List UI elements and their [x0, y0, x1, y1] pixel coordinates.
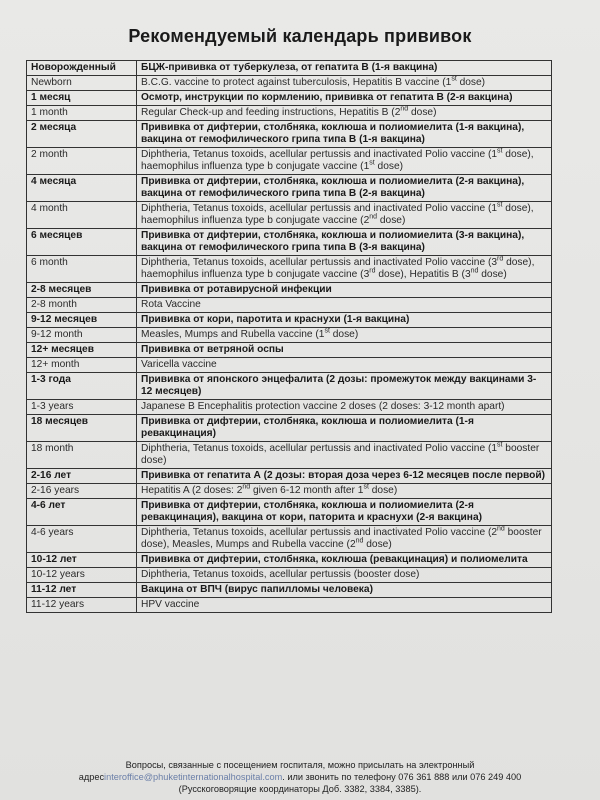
table-row [27, 202, 552, 229]
table-row [27, 343, 552, 358]
vaccine-cell: Прививка от ветряной оспы [137, 343, 552, 358]
vaccine-cell: Прививка от японского энцефалита (2 дозы: промежуток между вакцинами 3-12 месяцев) [137, 373, 552, 400]
vaccine-cell: Diphtheria, Tetanus toxoids, acellular pertussis and inactivated Polio vaccine (3rd dose), haemophilus influenza type b conjugate vaccine (3rd dose), Hepatitis B (3nd dose) [137, 256, 552, 283]
age-cell: 2 month [27, 148, 137, 175]
vaccine-cell: Measles, Mumps and Rubella vaccine (1st dose) [137, 328, 552, 343]
table-row [27, 283, 552, 298]
age-cell: 18 месяцев [27, 415, 137, 442]
table-row [27, 526, 552, 553]
age-cell: 2-16 лет [27, 469, 137, 484]
vaccine-cell: Прививка от ротавирусной инфекции [137, 283, 552, 298]
page-title: Рекомендуемый календарь прививок [128, 26, 472, 46]
age-cell: 6 month [27, 256, 137, 283]
age-cell: 18 month [27, 442, 137, 469]
age-cell: Newborn [27, 76, 137, 91]
footer-line-3: (Русскоговорящие координаторы Доб. 3382, 3384, 3385). [178, 784, 422, 794]
vaccine-cell: Прививка от дифтерии, столбняка, коклюша (ревакцинация) и полиомелита [137, 553, 552, 568]
vaccine-cell: Diphtheria, Tetanus toxoids, acellular pertussis (booster dose) [137, 568, 552, 583]
table-row [27, 469, 552, 484]
vaccine-cell: Прививка от дифтерии, столбняка, коклюша и полиомиелита (1-я ревакцинация) [137, 415, 552, 442]
age-cell: 11-12 лет [27, 583, 137, 598]
age-cell: 12+ month [27, 358, 137, 373]
vaccine-cell: Прививка от дифтерии, столбняка, коклюша и полиомиелита (2-я ревакцинация), вакцина от кори, паторита и краснухи (2-я вакцина) [137, 499, 552, 526]
age-cell: 1 месяц [27, 91, 137, 106]
age-cell: 4 month [27, 202, 137, 229]
table-row [27, 400, 552, 415]
age-cell: 2-8 month [27, 298, 137, 313]
table-row [27, 298, 552, 313]
table-row [27, 328, 552, 343]
footer-line-1: Вопросы, связанные с посещением госпиталя, можно присылать на электронный [125, 760, 475, 770]
table-row [27, 358, 552, 373]
vaccine-cell: Rota Vaccine [137, 298, 552, 313]
vaccine-cell: Вакцина от ВПЧ (вирус папилломы человека) [137, 583, 552, 598]
age-cell: 2-8 месяцев [27, 283, 137, 298]
vaccine-cell: B.C.G. vaccine to protect against tuberculosis, Hepatitis B vaccine (1st dose) [137, 76, 552, 91]
vaccine-cell: Прививка от дифтерии, столбняка, коклюша и полиомиелита (1-я вакцина), вакцина от гемофилического грипа типа В (1-я вакцина) [137, 121, 552, 148]
age-cell: 10-12 years [27, 568, 137, 583]
table-row [27, 442, 552, 469]
age-cell: 10-12 лет [27, 553, 137, 568]
vaccine-cell: БЦЖ-прививка от туберкулеза, от гепатита В (1-я вакцина) [137, 61, 552, 76]
table-row [27, 229, 552, 256]
age-cell: 1-3 года [27, 373, 137, 400]
footer-line-2-suffix: . или звонить по телефону 076 361 888 или 076 249 400 [282, 772, 522, 782]
age-cell: 9-12 month [27, 328, 137, 343]
age-cell: 2 месяца [27, 121, 137, 148]
contact-email-link[interactable]: interoffice@phuketinternationalhospital.com [104, 772, 283, 782]
age-cell: 1 month [27, 106, 137, 121]
vaccine-cell: Diphtheria, Tetanus toxoids, acellular pertussis and inactivated Polio vaccine (2nd booster dose), Measles, Mumps and Rubella vaccine (2nd dose) [137, 526, 552, 553]
age-cell: 9-12 месяцев [27, 313, 137, 328]
table-row [27, 484, 552, 499]
table-row [27, 568, 552, 583]
vaccine-cell: Прививка от дифтерии, столбняка, коклюша и полиомиелита (3-я вакцина), вакцина от гемофилического грипа типа В (3-я вакцина) [137, 229, 552, 256]
table-row [27, 91, 552, 106]
table-row [27, 598, 552, 613]
table-row [27, 256, 552, 283]
age-cell: 4-6 лет [27, 499, 137, 526]
table-row [27, 106, 552, 121]
table-row [27, 583, 552, 598]
table-row [27, 148, 552, 175]
footer-line-2-prefix: адрес [78, 772, 105, 782]
table-row [27, 553, 552, 568]
table-row [27, 175, 552, 202]
vaccine-cell: Прививка от дифтерии, столбняка, коклюша и полиомиелита (2-я вакцина), вакцина от гемофилического грипа типа В (2-я вакцина) [137, 175, 552, 202]
vaccine-cell: Прививка от гепатита А (2 дозы: вторая доза через 6-12 месяцев после первой) [137, 469, 552, 484]
age-cell: 4-6 years [27, 526, 137, 553]
age-cell: 1-3 years [27, 400, 137, 415]
vaccine-cell: Diphtheria, Tetanus toxoids, acellular pertussis and inactivated Polio vaccine (1st dose), haemophilus influenza type b conjugate vaccine (2nd dose) [137, 202, 552, 229]
vaccine-cell: Regular Check-up and feeding instructions, Hepatitis B (2nd dose) [137, 106, 552, 121]
table-row [27, 499, 552, 526]
age-cell: 4 месяца [27, 175, 137, 202]
table-row [27, 313, 552, 328]
vaccine-cell: Varicella vaccine [137, 358, 552, 373]
age-cell: Новорожденный [27, 61, 137, 76]
vaccine-cell: Diphtheria, Tetanus toxoids, acellular pertussis and inactivated Polio vaccine (1st booster dose) [137, 442, 552, 469]
age-cell: 12+ месяцев [27, 343, 137, 358]
vaccine-cell: HPV vaccine [137, 598, 552, 613]
vaccine-cell: Прививка от кори, паротита и краснухи (1-я вакцина) [137, 313, 552, 328]
vaccine-cell: Diphtheria, Tetanus toxoids, acellular pertussis and inactivated Polio vaccine (1st dose), haemophilus influenza type b conjugate vaccine (1st dose) [137, 148, 552, 175]
table-row [27, 121, 552, 148]
vaccine-cell: Japanese B Encephalitis protection vaccine 2 doses (2 doses: 3-12 month apart) [137, 400, 552, 415]
footer-line-2 [40, 771, 560, 783]
table-row [27, 373, 552, 400]
vaccine-cell: Осмотр, инструкции по кормлению, прививка от гепатита В (2-я вакцина) [137, 91, 552, 106]
age-cell: 11-12 years [27, 598, 137, 613]
table-row [27, 76, 552, 91]
age-cell: 6 месяцев [27, 229, 137, 256]
vaccination-schedule-table [26, 60, 552, 613]
age-cell: 2-16 years [27, 484, 137, 499]
footer-contact [40, 759, 560, 795]
vaccine-cell: Hepatitis A (2 doses: 2nd given 6-12 month after 1st dose) [137, 484, 552, 499]
table-row [27, 61, 552, 76]
table-row [27, 415, 552, 442]
